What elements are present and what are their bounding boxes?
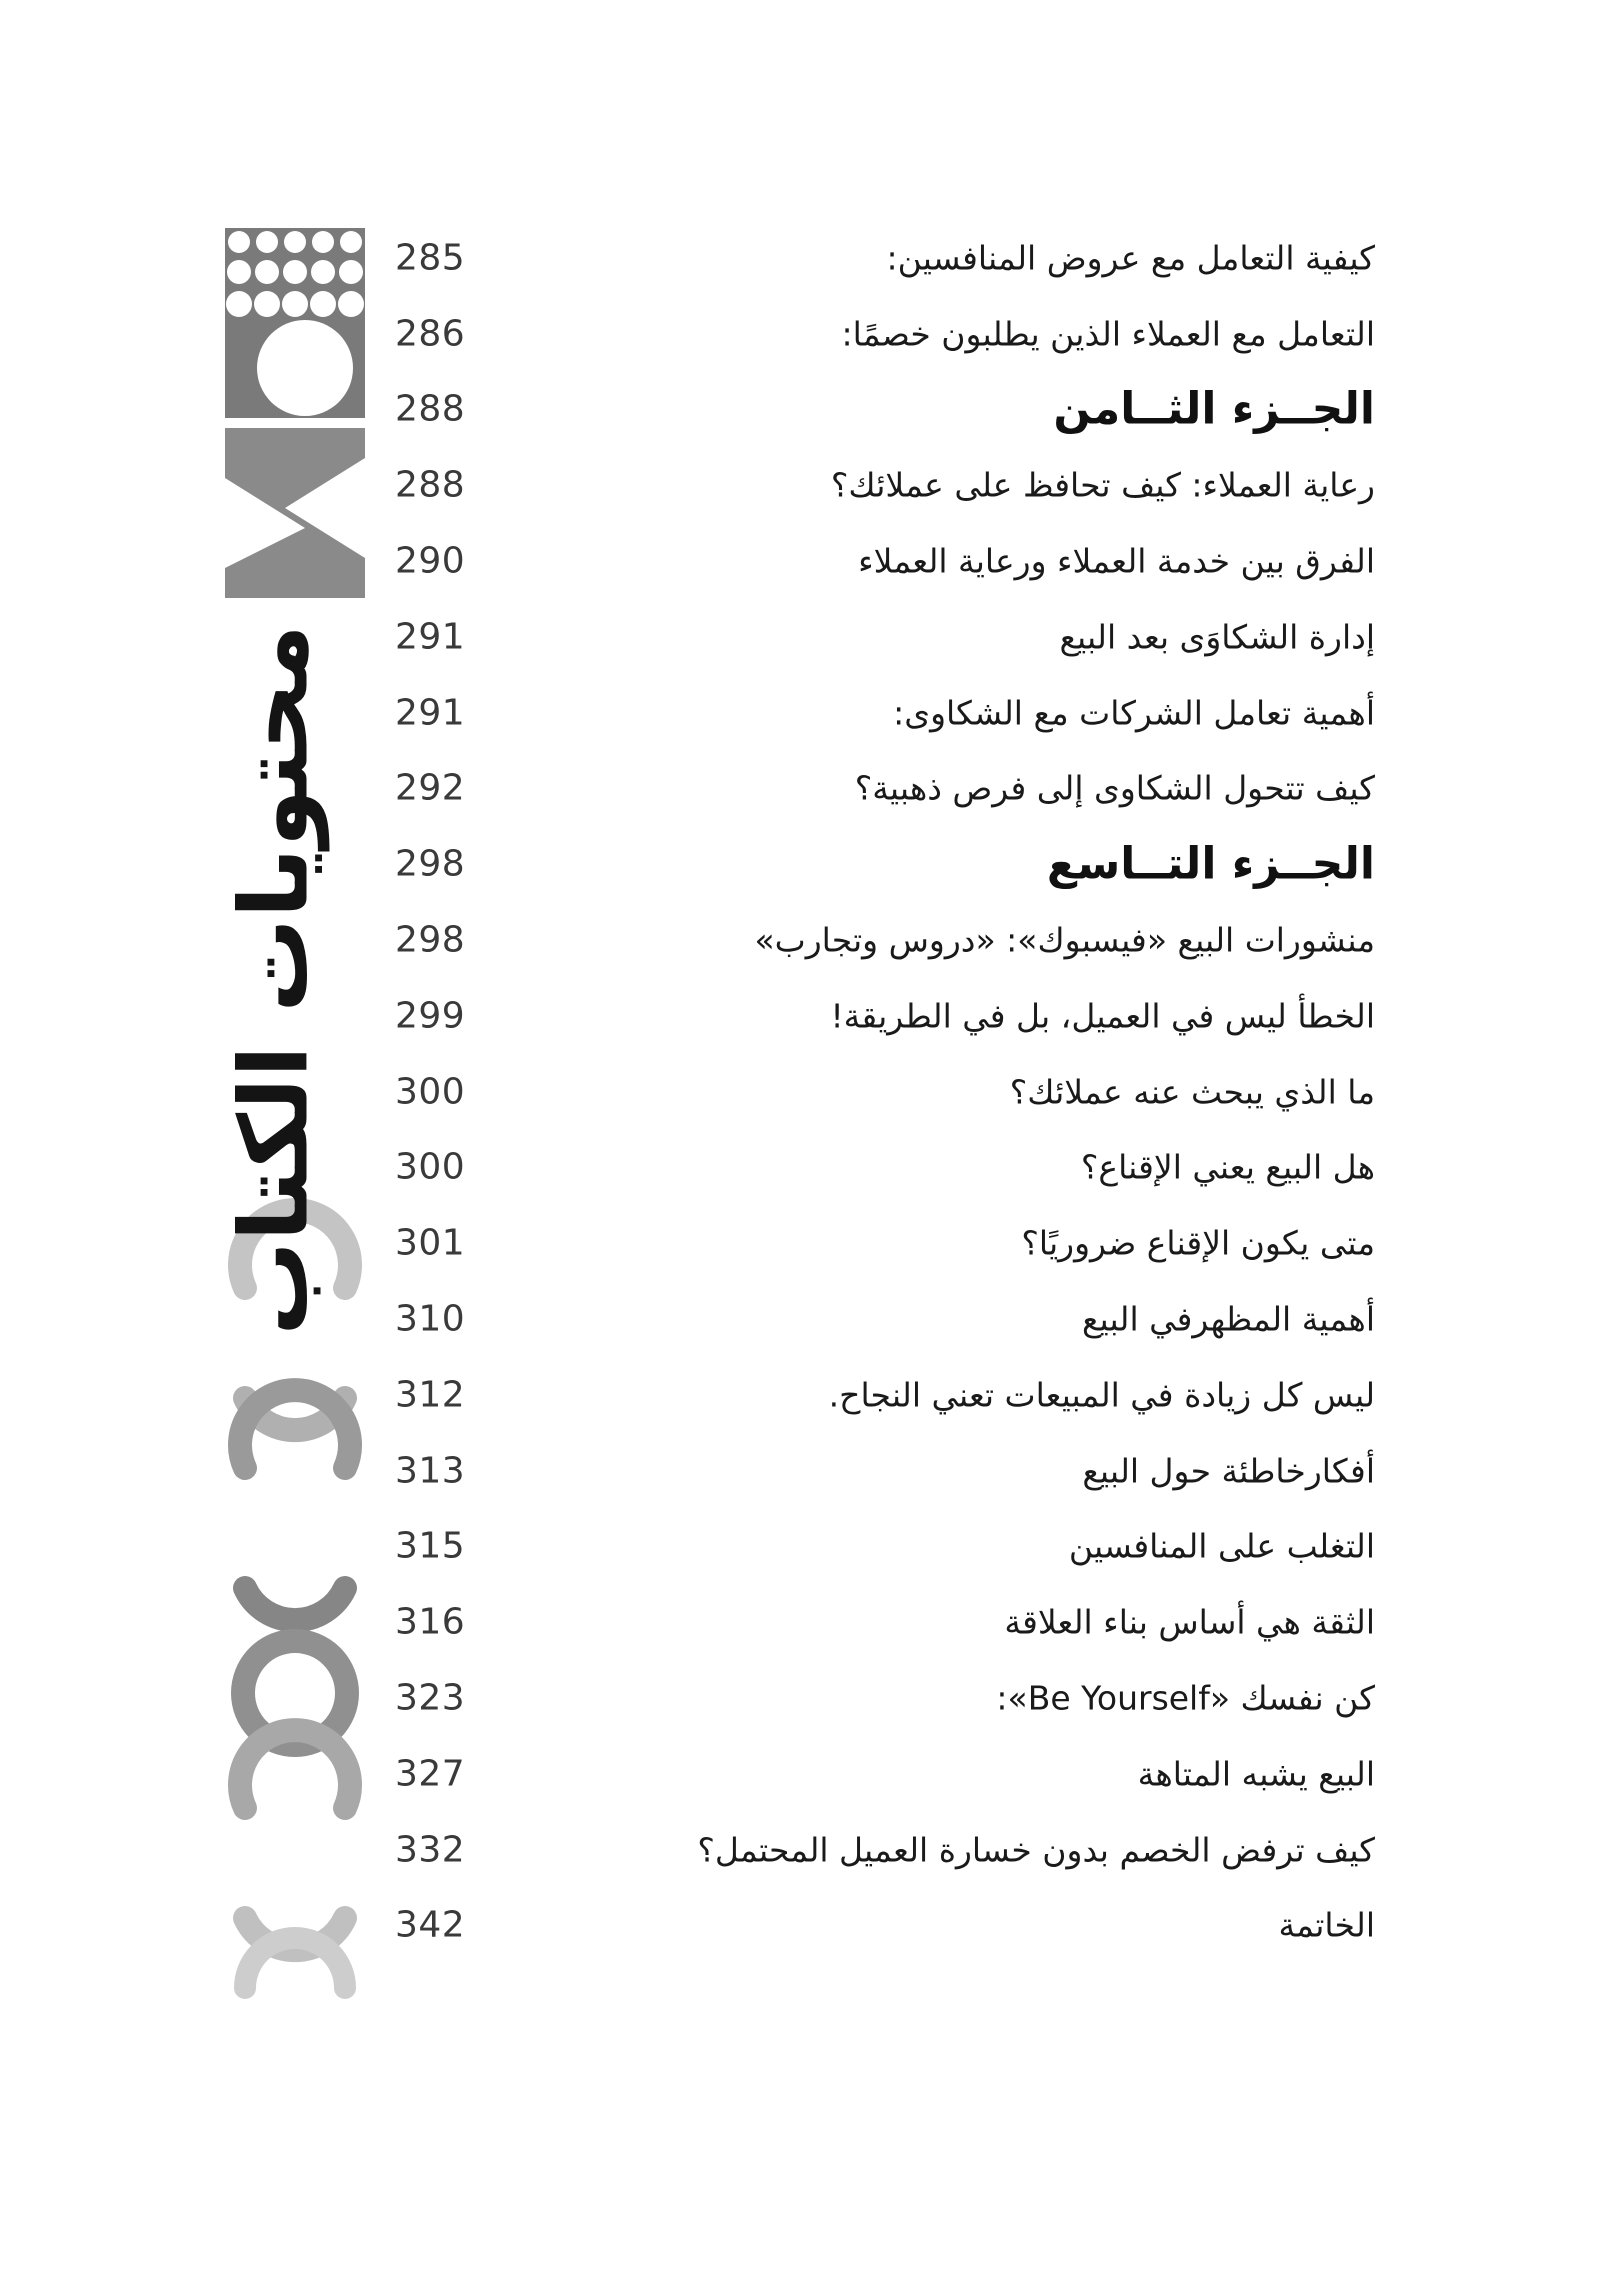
toc-page-number: 301 — [395, 1222, 466, 1264]
big-white-circle — [257, 320, 353, 416]
toc-page-number: 298 — [395, 919, 466, 961]
table-of-contents — [395, 220, 1375, 1963]
toc-entry-title: منشورات البيع «فيسبوك»: «دروس وتجارب» — [754, 920, 1375, 960]
toc-entry — [395, 447, 1375, 523]
toc-page-number: 310 — [395, 1298, 466, 1340]
toc-entry-title: الثقة هي أساس بناء العلاقة — [1004, 1602, 1375, 1642]
toc-page-number: 288 — [395, 388, 466, 430]
toc-page-number: 291 — [395, 616, 466, 658]
toc-page-number: 313 — [395, 1450, 466, 1492]
toc-page-number: 316 — [395, 1601, 466, 1643]
toc-page-number: 315 — [395, 1525, 466, 1567]
toc-page-number: 300 — [395, 1071, 466, 1113]
dots-grid — [226, 231, 364, 317]
toc-page-number: 332 — [395, 1829, 466, 1871]
toc-page-number: 327 — [395, 1753, 466, 1795]
toc-entry-title: كيفية التعامل مع عروض المنافسين: — [886, 238, 1375, 278]
toc-entry-title: ما الذي يبحث عنه عملائك؟ — [1009, 1072, 1375, 1112]
toc-entry — [395, 1736, 1375, 1812]
part-title: الجــزء الثــامن — [1053, 383, 1375, 435]
toc-entry-title: كيف تتحول الشكاوى إلى فرص ذهبية؟ — [854, 768, 1375, 808]
toc-entry-title: رعاية العملاء: كيف تحافظ على عملائك؟ — [830, 465, 1375, 505]
toc-page-number: 285 — [395, 237, 466, 279]
toc-page-number: 342 — [395, 1904, 466, 1946]
contents-title-vertical — [210, 624, 340, 1336]
toc-page-number: 323 — [395, 1677, 466, 1719]
toc-entry-title: كن نفسك «Be Yourself»: — [996, 1678, 1375, 1718]
toc-entry-title: أهمية تعامل الشركات مع الشكاوى: — [893, 693, 1375, 733]
toc-entry-title: هل البيع يعني الإقناع؟ — [1080, 1147, 1375, 1187]
toc-entry-title: كيف ترفض الخصم بدون خسارة العميل المحتمل؟ — [697, 1830, 1375, 1870]
toc-entry — [395, 978, 1375, 1054]
toc-entry-title: أفكارخاطئة حول البيع — [1082, 1451, 1375, 1491]
toc-page-number: 312 — [395, 1374, 466, 1416]
toc-entry-title: ليس كل زيادة في المبيعات تعني النجاح. — [828, 1375, 1375, 1415]
toc-part-heading — [395, 372, 1375, 448]
toc-entry — [395, 1357, 1375, 1433]
toc-page-number: 288 — [395, 464, 466, 506]
toc-entry — [395, 675, 1375, 751]
toc-entry — [395, 1054, 1375, 1130]
toc-page-number: 290 — [395, 540, 466, 582]
toc-entry-title: التغلب على المنافسين — [1068, 1526, 1375, 1566]
toc-entry — [395, 220, 1375, 296]
toc-entry — [395, 523, 1375, 599]
toc-entry — [395, 902, 1375, 978]
part-title: الجــزء التــاسع — [1046, 838, 1375, 890]
toc-page-number: 300 — [395, 1146, 466, 1188]
toc-entry-title: الفرق بين خدمة العملاء ورعاية العملاء — [858, 541, 1375, 581]
toc-entry — [395, 1888, 1375, 1964]
toc-page-number: 286 — [395, 313, 466, 355]
contents-title: محتويات الكتاب — [220, 624, 330, 1336]
toc-entry — [395, 296, 1375, 372]
toc-page-number: 298 — [395, 843, 466, 885]
toc-page-number: 291 — [395, 692, 466, 734]
toc-part-heading — [395, 826, 1375, 902]
toc-entry — [395, 1433, 1375, 1509]
toc-entry — [395, 1812, 1375, 1888]
toc-entry-title: الخاتمة — [1278, 1905, 1375, 1945]
toc-entry — [395, 599, 1375, 675]
toc-entry — [395, 1584, 1375, 1660]
toc-page-number: 299 — [395, 995, 466, 1037]
toc-entry — [395, 1130, 1375, 1206]
toc-entry — [395, 1281, 1375, 1357]
toc-entry-title: البيع يشبه المتاهة — [1137, 1754, 1375, 1794]
toc-entry-title: الخطأ ليس في العميل، بل في الطريقة! — [830, 996, 1375, 1036]
toc-entry — [395, 1509, 1375, 1585]
toc-entry — [395, 1205, 1375, 1281]
toc-entry-title: التعامل مع العملاء الذين يطلبون خصمًا: — [841, 314, 1375, 354]
toc-entry-title: متى يكون الإقناع ضروريًا؟ — [1021, 1223, 1375, 1263]
toc-entry-title: أهمية المظهرفي البيع — [1081, 1299, 1375, 1339]
zigzag-shape — [225, 428, 365, 598]
toc-page-number: 292 — [395, 767, 466, 809]
toc-entry-title: إدارة الشكاوَى بعد البيع — [1059, 617, 1375, 657]
toc-entry — [395, 751, 1375, 827]
toc-entry — [395, 1660, 1375, 1736]
